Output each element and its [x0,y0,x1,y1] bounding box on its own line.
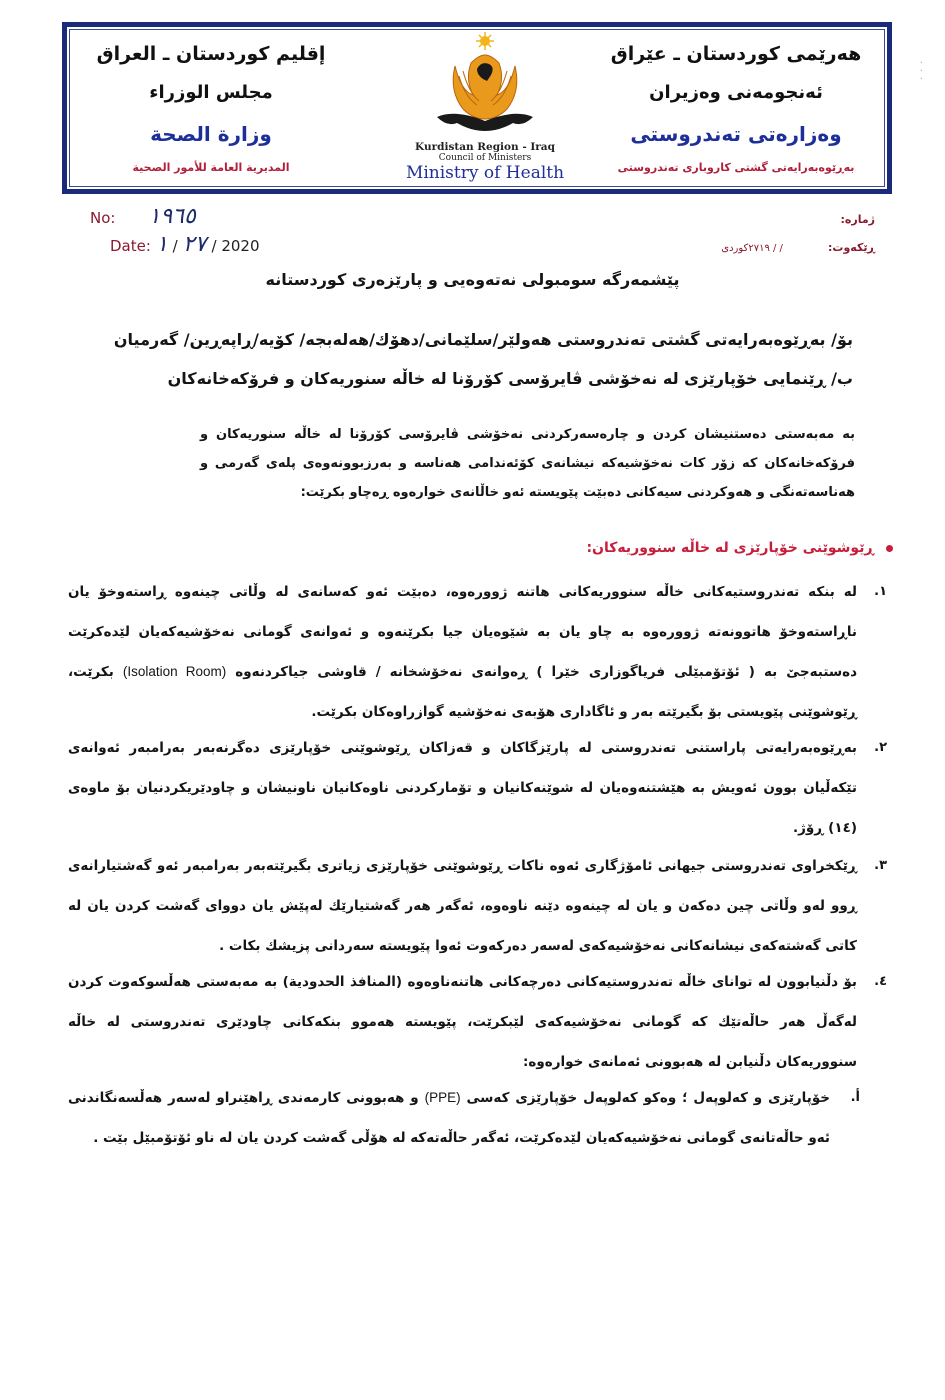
item-text: لە بنكە تەندروستیەكانی خاڵە سنووریەكانی هاتنە ژوورەوە، دەبێت ئەو كەسانەی لە وڵاتی چینەوە ڕاستەوخۆ یان ناڕاستەوخۆ هاتوونەتە ژوورەوە بە چاو یان بە شێوەیان جیا بكرێنەوە و ئەوانەی گومانی نەخۆشیەكەیان لێدەكرێت دەستبەجێ بە ( ئۆتۆمبێلی فریاگوزاری خێرا ) ڕەوانەی نەخۆشخانە / قاوشی جیاكردنەوە [68,584,858,680]
region-name-arabic: إقليم كوردستان ـ العراق [96,43,326,65]
letterhead [62,22,892,194]
date-year: 2020 [221,237,260,255]
bullet-icon [886,545,893,552]
section-heading [586,540,893,556]
list-item [68,728,887,848]
kurdish-date-label: ڕێکەوت: [828,241,875,254]
handwritten-month: ١ [156,232,168,257]
council-name-kurdish: ئەنجومەنی وەزیران [649,82,823,103]
item-text: بۆ دڵنیابوون لە توانای خاڵە تەندروستیەكانی دەرچەكانی هاتنەناوەوە (المنافذ الحدودية) بە مەبەستی هەڵسوكەوت كردن لەگەڵ هەر حاڵەتێك كە گومانی نەخۆشیەكەی لێبكرێت، پێویستە هەموو بنكەكانی چاودێری تەندروستی لە خاڵە سنووریەكان دڵنیابن لە هەبوونی ئەمانەی خوارەوە: [68,974,857,1070]
item-text-continued: بكرێت، ڕێوشوێنی پێویستی بۆ بگیرێتە بەر و ئاگاداری هۆبەی نەخۆشیە گوازراوەكان بكرێت. [68,664,857,720]
addressee-line: بۆ/ بەڕێوەبەرایەتی گشتی تەندروستی هەولێر/سلێمانی/دهۆك/هەلەبجە/ كۆیە/ڕاپەڕین/ گەرمیان [113,330,853,349]
item-number: ٣. [874,858,887,873]
reference-number [90,204,196,229]
emblem-council-english: Council of Ministers [438,153,532,163]
item-text: بەڕێوەبەرایەتی پاراستنی تەندروستی لە پارێزگاكان و قەزاكان ڕێوشوێنی خۆپارێزی دەگرنەبەر بەرامبەر ئەوانەی تێكەڵیان بوون ئەویش بە هێشتنەوەیان لە شوێنەكانیان و تۆماركردنی ناوەكانیان ناونیشان و چاودێریكردنیان بۆ ماوەی (١٤) ڕۆژ. [68,740,857,836]
item-number: ٢. [874,740,887,755]
list-item [68,846,887,966]
ministry-name-kurdish: وەزارەتی تەندروستی [630,122,842,146]
sub-item-letter: أ. [850,1090,860,1105]
directorate-name-kurdish: بەڕێوەبەرایەتی گشتی کاروباری تەندروستی [617,161,855,174]
letterhead-arabic [91,35,331,181]
kurdish-number-row [841,208,876,227]
list-item [68,962,887,1082]
sub-item-text-continued: و هەبوونی كارمەندی ڕاهێنراو لەسەر هەڵسەنگاندنی ئەو حاڵەتانەی گومانی نەخۆشیەكەیان لێدەكرێت، ئەگەر حاڵەتەكە لە هۆڵی گەشت كردن یان لە ناو ئۆتۆمبێل بێت . [68,1090,830,1146]
council-name-arabic: مجلس الوزراء [149,82,273,103]
scan-artifact: · · · [919,58,923,85]
item-number: ٤. [874,974,887,989]
document-slogan: پێشمەرگە سومبولی نەتەوەیی و پارێزەری کوردستانە [265,270,680,289]
sub-item-text: خۆپارێزی و كەلوپەل ؛ وەكو كەلوپەل خۆپارێزی كەسی [466,1090,831,1106]
eagle-emblem-icon [425,31,545,143]
kurdish-date-row [721,236,875,255]
emblem-region-english: Kurdistan Region - Iraq [415,141,555,153]
date-label: Date: [110,237,151,255]
kurdish-date-value: / / ٢٧١٩کوردی [721,243,783,254]
emblem-ministry-english: Ministry of Health [405,163,565,183]
item-text: ڕێكخراوی تەندروستی جیهانی ئامۆژگاری ئەوە ناكات ڕێوشوێنی خۆپارێزی زیاتری بگیرێتەبەر بەرامبەر ئەو گەشتیارانەی ڕوو لەو وڵاتی چین دەكەن و یان لە چینەوە دێنە ناوەوە، ئەگەر هەر گەشتیارێك لەپێش یان دووای گەشت كردن یان لە كاتی گەشتەكەی نیشانەكانی نەخۆشیەكەی لەسەر دەركەوت ئەوا پێویستە سەردانی پزیشك بكات . [68,858,857,954]
number-label: No: [90,209,116,227]
directorate-name-arabic: المديرية العامة للأمور الصحية [132,161,290,174]
kurdish-number-label: ژمارە: [840,213,875,226]
section-heading-text: ڕێوشوێنی خۆپارێزی لە خاڵە سنووریەكان: [586,540,874,556]
sub-item-english-term: (PPE) [424,1090,461,1105]
sun-icon [476,32,494,50]
reference-date: Date: ٢٧ / ١ / 2020 [110,232,260,257]
ministry-name-arabic: وزارة الصحة [150,122,272,146]
intro-paragraph: بە مەبەستی دەستنیشان كردن و چارەسەركردنی نەخۆشی ڤایرۆسی كۆرۆنا لە خاڵە سنوریەكان و فرۆكەخانەكان كە زۆر كات نەخۆشیەكە نیشانەی كۆئەندامی هەناسە و بەرزبوونەوەی پلەی گەرمی و هەناسەتەنگی و هەوكردنی سیەكانی دەبێت پێویستە ئەو خاڵانەی خوارەوە ڕەچاو بكرێت: [200,427,855,500]
handwritten-number: ١٩٦٥ [148,204,196,229]
sub-list-item [68,1078,860,1158]
letterhead-kurdish [601,35,871,181]
handwritten-day: ٢٧ [182,232,207,257]
kurdistan-emblem [385,31,585,191]
item-number: ١. [874,584,887,599]
list-item [68,572,887,732]
region-name-kurdish: هەرێمی کوردستان ـ عێراق [610,43,862,65]
subject-line: ب/ ڕێنمایی خۆپارێزی لە نەخۆشی ڤایرۆسی كۆرۆنا لە خاڵە سنوریەكان و فرۆكەخانەكان [167,369,853,388]
item-english-term: (Isolation Room) [122,664,227,679]
